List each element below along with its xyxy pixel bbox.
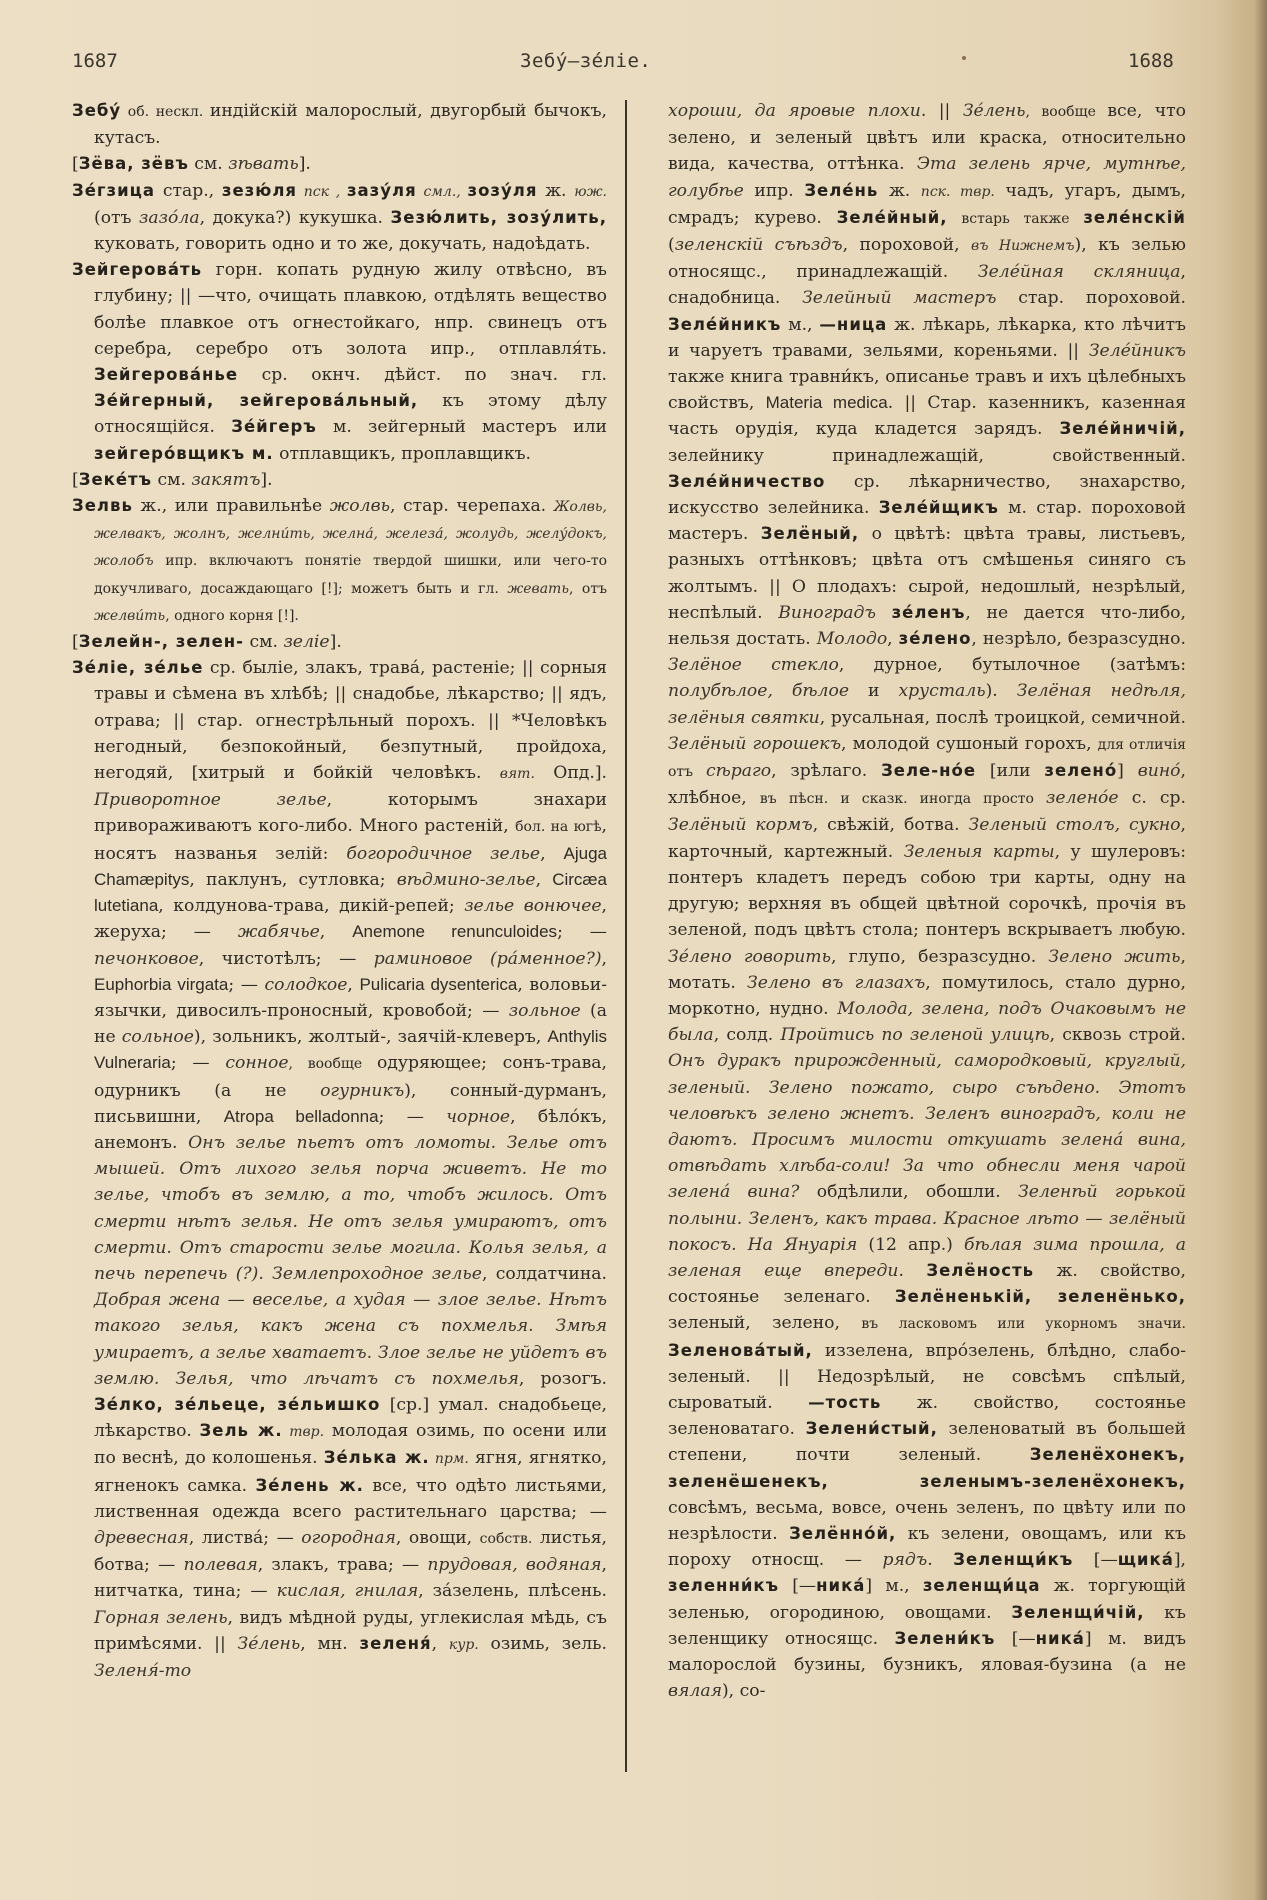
definition-text: , отъ [568, 580, 608, 597]
example-text: хрусталь [898, 681, 986, 702]
definition-text: , одного корня [!]. [165, 607, 299, 624]
definition-text: [ [72, 154, 79, 175]
definition-text: ] м., [865, 1576, 923, 1597]
definition-text: ]. [298, 154, 311, 175]
definition-text: , молодой сушоный горохъ, [841, 733, 1098, 754]
example-text: Молода, зелена, подъ Очаковымъ не была [668, 998, 1187, 1046]
definition-text: ; — [228, 974, 265, 995]
definition-text: Anthylis Vulneraria [94, 1027, 607, 1073]
definition-text: , помутилось, стало дурно, моркотно, нудно. [668, 972, 1186, 1019]
example-text: огурникъ [320, 1080, 405, 1101]
example-text: зѣвать [228, 154, 299, 175]
definition-text: ], [1173, 1550, 1186, 1571]
headword: Зелённо́й, [789, 1523, 897, 1543]
example-text: Зелёная недѣля, зелёныя святки [668, 681, 1186, 728]
definition-text: ж. [878, 180, 921, 201]
definition-text: , зрѣлаго. [771, 761, 882, 782]
example-text: полевая [183, 1555, 258, 1576]
example-text: сѣраго [705, 761, 772, 782]
headword: зозу́ля [467, 180, 538, 200]
example-text: зеліе [283, 632, 330, 653]
headword: Зелени́къ [894, 1628, 996, 1648]
definition-text: ж. свойство, состоянье зеленоватаго. [668, 1392, 1186, 1440]
headword: Зе́ліе, зе́лье [72, 658, 204, 678]
example-text: жевать [507, 580, 569, 597]
definition-text: Pulicaria dysenterica [359, 974, 518, 994]
headword: ника́ [1035, 1628, 1085, 1648]
definition-text: , сквозь строй. [1049, 1025, 1187, 1046]
headword: Зелени́стый, [805, 1419, 938, 1439]
definition-text: (12 апр.) [857, 1234, 964, 1255]
example-text: Молодо [816, 629, 888, 650]
definition-text: ). [985, 681, 1017, 702]
headword: Зеленова́тый, [668, 1340, 813, 1360]
dictionary-entry [72, 467, 607, 493]
definition-text: , колдунова-трава, дикій-репей; [158, 896, 465, 917]
definition-text: молодая озимь, по осени или по веснѣ, до колошенья. [94, 1421, 607, 1469]
example-text: рядъ [882, 1550, 928, 1571]
definition-text: все, что зелено, и зеленый цвѣтъ или краска, относительно вида, качества, оттѣнка. [668, 101, 1186, 175]
example-text: раминовое (ра́менное?) [373, 948, 602, 969]
example-text: вят. [499, 766, 535, 783]
definition-text: ; — [378, 1106, 447, 1127]
headword: Зейгерова́нье [94, 365, 239, 385]
example-text: зелено́е [1046, 788, 1119, 809]
page-number-left: 1687 [72, 50, 118, 72]
definition-text: стар., [155, 180, 222, 201]
definition-text: , вообще [288, 1056, 377, 1073]
example-text: печонковое [94, 948, 199, 969]
example-text: полубѣлое, бѣлое [668, 681, 850, 702]
example-text: богородичное зелье [346, 843, 541, 864]
definition-text: [или [976, 761, 1045, 782]
example-text: Зеленя́-то [94, 1660, 192, 1681]
definition-text: , листва́; — [188, 1527, 302, 1548]
definition-text: ипр. [743, 180, 805, 201]
definition-text: Materia medica [765, 393, 888, 413]
definition-text: ягня, ягнятко, ягненокъ самка. [94, 1448, 607, 1496]
definition-text: [— [995, 1628, 1036, 1649]
definition-text: см. [188, 154, 229, 175]
definition-text: об. нескл. [121, 104, 210, 120]
example-text: въ Нижнемъ [971, 238, 1075, 255]
definition-text: , свѣжій, ботва. [812, 815, 969, 836]
definition-text: , жеруха; — [94, 896, 608, 943]
example-text: Зеле́йникъ [1088, 340, 1186, 361]
example-text: Зеленыя карты [903, 841, 1055, 862]
definition-text: , [347, 974, 360, 995]
example-text: Зеленѣй горькой полыни. Зеленъ, какъ трава. Красное лѣто — зелёный покосъ. На Януарія [668, 1182, 1186, 1255]
definition-text: къ этому дѣлу относящійся. [94, 391, 607, 438]
definition-text: ж. [537, 180, 575, 201]
headword: зеленщи́ца [922, 1576, 1041, 1596]
headword: Зелёный, [760, 524, 860, 544]
definition-text: все, что одѣто листьями, лиственная одежда всего растительнаго царства; — [94, 1475, 607, 1522]
example-text: вѣдмино-зелье [396, 869, 536, 890]
headword: Зейгерова́ть [72, 260, 203, 280]
definition-text: ж. лѣкарь, лѣкарка, кто лѣчитъ и чаруетъ травами, зельями, кореньями. || [668, 314, 1186, 361]
definition-text: , вообще [1025, 104, 1108, 120]
definition-text: , [601, 948, 607, 969]
print-speck [962, 56, 966, 60]
definition-text: Circæa lutetiana [94, 869, 608, 916]
headword: Зеле-но́е [881, 761, 977, 781]
headword: Зеленщи́къ [953, 1550, 1074, 1570]
example-text: Виноградъ [778, 602, 876, 623]
headword: —тость [808, 1392, 882, 1412]
headword: Зебу́ [72, 101, 122, 120]
definition-text: [— [1073, 1550, 1118, 1571]
example-text: зеленскій съѣздъ [674, 235, 843, 256]
definition-text: ), къ зелью относящс., принадлежащій. [668, 235, 1187, 283]
headword: Зелёненькій, зеленёнько, [894, 1287, 1186, 1307]
definition-text: , носятъ названья зелій: [94, 816, 608, 864]
example-text: Добрая жена — веселье, а худая — злое зелье. Нѣтъ такого зелья, какъ жена съ похмелья. Змѣя умираетъ, а зелье хватаетъ. Злое зелье не уйдетъ въ землю. Зелья, что лѣчатъ съ похмелья [94, 1290, 607, 1389]
definition-text: ж. свойство, состоянье зеленаго. [668, 1260, 1186, 1308]
headword: Зелёность [926, 1260, 1035, 1280]
definition-text: , русальная, послѣ троицкой, семичной. [819, 707, 1187, 728]
definition-text: ж. торгующій зеленью, огородиною, овощами. [668, 1576, 1187, 1623]
definition-text: встарь также [947, 210, 1084, 227]
definition-text: , [535, 869, 553, 890]
definition-text: Опд.]. [534, 763, 607, 784]
definition-text: , за́зелень, плѣсень. [418, 1581, 607, 1602]
example-text: жолвь [329, 496, 390, 517]
page-number-right: 1688 [1128, 50, 1174, 72]
example-text: кислая, гнилая [276, 1581, 419, 1602]
definition-text: ср. лѣкарничество, знахарство, искусство зелейника. [668, 471, 1186, 519]
definition-text: , дурное, бутылочное (затѣмъ: [838, 655, 1186, 676]
headword: Зелейн-, зелен- [78, 632, 245, 652]
example-text: Зе́лень [962, 101, 1026, 121]
dictionary-entry [668, 98, 1186, 1704]
example-text: Эта зелень ярче, мутнѣе, голубѣе [668, 154, 1186, 201]
definition-text: ; — [170, 1053, 226, 1074]
example-text: Жолвь, желвакъ, жолнъ, желни́ть, желна́, железа́, жолудь, желу́докъ, жолобъ [94, 499, 607, 570]
definition-text: обдѣлили, обошли. [799, 1182, 1019, 1203]
headword: ника́ [816, 1576, 866, 1596]
headword: Зеле́йникъ [668, 314, 782, 334]
headword: Зеле́нь [804, 180, 879, 200]
definition-text: ]. [260, 469, 273, 490]
definition-text: , не дается что-либо, нельзя достать. [668, 602, 1186, 650]
definition-text: [— [779, 1576, 817, 1597]
definition-text: озимь, зель. [478, 1633, 607, 1654]
example-text: жабячье [237, 922, 320, 943]
headword: зеле́нскій [1083, 207, 1186, 227]
definition-text: Euphorbia virgata [94, 974, 229, 994]
definition-text: , [540, 843, 564, 864]
headword: Зеленёхонекъ, зеленёшенекъ, зеленымъ-зеленёхонекъ, [668, 1445, 1186, 1491]
definition-text: , глупо, безразсудно. [830, 946, 1049, 967]
example-text: Зелёный горошекъ [668, 733, 842, 754]
headword: Зеле́йничій, [1059, 419, 1186, 439]
example-text: вино́ [1137, 761, 1181, 782]
definition-text: ж., или правильнѣе [132, 496, 330, 517]
example-text: пск. твр. [920, 183, 995, 200]
definition-text: , незрѣло, безразсудно. [971, 629, 1186, 650]
headword: Зе́гзица [72, 180, 156, 200]
headword: зе́ленъ [891, 602, 966, 622]
headword: зейгеро́вщикъ м. [94, 443, 274, 463]
definition-text: (а не [94, 1000, 607, 1048]
example-text: желви́ть [94, 607, 166, 624]
definition-text: , видъ мѣдной руды, углекислая мѣдь, съ примѣсями. || [94, 1607, 607, 1654]
example-text: прудовая, водяная [427, 1555, 602, 1576]
definition-text: Ajuga Chamæpitys [94, 843, 607, 889]
definition-text: и [849, 681, 899, 702]
definition-text: с. ср. [1118, 788, 1187, 809]
example-text: Горная зелень [94, 1607, 228, 1628]
headword: Зезю́лить, зозу́лить, [390, 207, 607, 227]
definition-text: ( [668, 235, 675, 256]
example-text: хороши, да яровые плохи [668, 101, 921, 121]
definition-text: ] [1117, 761, 1138, 782]
definition-text: , солд. [713, 1025, 781, 1046]
headword: зе́лено [898, 629, 972, 649]
headword: Зёва, зёвъ [78, 154, 189, 174]
definition-text: ; — [557, 922, 607, 943]
definition-text: , [431, 1633, 449, 1654]
headword: зазу́ля [346, 180, 417, 200]
definition-text: . || [920, 101, 963, 121]
definition-text: ср. быліе, злакъ, трава́, растеніе; || сорныя травы и сѣмена въ хлѣбѣ; || снадобье, лѣкарство; || ядъ, отрава; || стар. огнестрѣльный порохъ. || *Человѣкъ негодный, безпокойный, безпутный, пройдоха, негодяй, [хитрый и бойкій человѣкъ. [94, 658, 607, 784]
example-text: Зелёное стекло [668, 655, 839, 676]
definition-text: см. [244, 632, 284, 653]
definition-text: ипр. включаютъ понятіе твердой шишки, или чего-то докучливаго, досаждающаго [!]; можетъ быть и гл. [94, 553, 607, 597]
definition-text: Atropa belladonna [223, 1106, 379, 1126]
headword: зелено́ [1044, 761, 1118, 781]
definition-text: , мотать. [668, 946, 1186, 993]
definition-text: къ зелени, овощамъ, или къ пороху относщ. — [668, 1523, 1186, 1571]
definition-text: зелейнику принадлежащій, свойственный. [668, 445, 1186, 466]
right-column [668, 98, 1186, 1704]
definition-text: м. зейгерный мастеръ или [316, 417, 607, 438]
headword: Зелвь [72, 496, 133, 516]
definition-text: ]. [329, 632, 342, 653]
definition-text: совсѣмъ, весьма, вовсе, очень зеленъ, по цвѣту или по незрѣлости. [668, 1497, 1186, 1544]
example-text: Зе́лень [237, 1633, 301, 1654]
headword: Зеле́йный, [836, 207, 948, 227]
example-text: Зелейный мастеръ [802, 288, 997, 309]
definition-text: собств. [479, 1530, 533, 1547]
definition-text: [ [72, 469, 79, 490]
example-text: Онъ дуракъ прирожденный, самородковый, круглый, зеленый. Зелено пожато, сыро съѣдено. Этотъ человѣкъ зелено жнетъ. Зеленъ виноградъ, коли не даютъ. Просимъ милости откушать зелена́ вина, отвѣдать хлѣба-соли! За что обнесли меня чарой зелена́ вина? [668, 1051, 1186, 1203]
definition-text: одуряющее; сонъ-трава, одурникъ (а не [94, 1053, 608, 1101]
example-text: зазо́ла [139, 207, 200, 228]
definition-text: отплавщикъ, проплавщикъ. [273, 443, 531, 464]
definition-text: для отличія отъ [668, 736, 1187, 781]
header-title: Зебу́—зе́ліе. [520, 50, 652, 72]
example-text: юж. [574, 183, 607, 200]
example-text: Зелёный кормъ [668, 815, 813, 836]
headword: Зе́йгеръ [231, 417, 317, 437]
example-text: Пройтись по зеленой улицѣ [780, 1025, 1050, 1046]
definition-text: зеленоватый въ большей степени, почти зеленый. [668, 1419, 1186, 1466]
definition-text: , чистотѣлъ; — [198, 948, 374, 969]
definition-text: , стар. черепаха. [389, 496, 554, 517]
headword: Зе́йгерный, зейгерова́льный, [94, 391, 419, 411]
example-text: огородная [301, 1527, 396, 1548]
example-text: Зелено жить [1048, 946, 1181, 967]
definition-text: листья, ботва; — [94, 1527, 607, 1576]
dictionary-entry [72, 629, 607, 655]
definition-text: зеленый, зелено, [668, 1313, 862, 1334]
headword: Зе́лко, зе́льеце, зе́льишко [94, 1394, 381, 1414]
definition-text: , розогъ. [518, 1368, 608, 1389]
headword: Зеленщи́чій, [1011, 1602, 1145, 1622]
definition-text: , бѣло́къ, анемонъ. [94, 1106, 607, 1153]
headword: зезю́ля [221, 180, 297, 200]
definition-text: , воловьи-язычки, дивосилъ-проносный, кровобой; — [94, 974, 607, 1021]
definition-text: стар. пороховой. [996, 288, 1186, 309]
definition-text: , мн. [300, 1633, 360, 1654]
definition-text: ] м. видъ малорослой бузины, бузникъ, яловая-бузина (а не [668, 1628, 1187, 1675]
headword: зеленни́къ [668, 1576, 780, 1596]
definition-text: ср. окнч. дѣйст. по знач. гл. [238, 365, 607, 386]
example-text: бѣлая зима прошла, а зеленая еще впереди [668, 1234, 1186, 1281]
definition-text: , паклунъ, сутловка; [189, 869, 397, 890]
dictionary-entry [72, 98, 607, 151]
definition-text: , у шулеровъ: понтеръ кладетъ передъ собою три карты, одну на другую; верхняя въ общей цвѣтной сорочкѣ, прочія въ зеленой, подъ цвѣтъ стола; понтеръ вскрываетъ любую. [668, 841, 1187, 941]
definition-text: , [319, 922, 353, 943]
definition-text: (отъ [94, 207, 140, 228]
headword: зеленя́ [359, 1633, 432, 1653]
running-header [0, 50, 1267, 80]
example-text: сонное [225, 1053, 289, 1074]
dictionary-entry [72, 493, 607, 629]
definition-text: [ [72, 632, 79, 653]
definition-text: м., [781, 314, 820, 335]
example-text: зелье вонючее [464, 896, 602, 917]
definition-text: , карточный, картежный. [668, 815, 1187, 862]
example-text: солодкое [264, 974, 348, 995]
definition-text: , докука?) кукушка. [199, 207, 391, 228]
example-text: прм. [429, 1451, 469, 1468]
definition-text: , снадобница. [668, 262, 1186, 309]
example-text: древесная [94, 1527, 189, 1548]
headword: Зеке́тъ [78, 469, 152, 489]
example-text: Зелено въ глазахъ [747, 972, 926, 993]
example-text: твр. [282, 1424, 325, 1441]
column-divider [625, 100, 627, 1772]
definition-text: чадъ, угаръ, дымъ, смрадъ; курево. [668, 180, 1186, 228]
headword: Зеле́йщикъ [878, 498, 999, 518]
definition-text: ), зольникъ, жолтый-, заячій-клеверъ, [193, 1027, 548, 1048]
headword: Зе́лька ж. [323, 1448, 430, 1468]
definition-text: [ср.] умал. снадобьеце, лѣкарство. [94, 1394, 607, 1442]
definition-text: , которымъ знахари привораживаютъ кого-либо. Много растеній, [94, 790, 607, 837]
example-text: Онъ зелье пьетъ отъ ломоты. Зелье отъ мышей. Отъ лихого зелья порча живетъ. Не то зелье, чтобъ въ землю, а то, чтобъ жилось. Отъ смерти нѣтъ зелья. Не отъ зелья умираютъ, отъ смерти. Отъ старости зелье могила. Колья зелья, а печь перепечь (?). Землепроходное зелье [94, 1132, 607, 1284]
definition-text: въ ласковомъ или укорномъ значи. [861, 1316, 1186, 1333]
example-text: чорное [446, 1106, 511, 1127]
definition-text: Anemone renunculoides [352, 922, 558, 942]
definition-text: , [887, 629, 899, 650]
example-text: кур. [448, 1636, 479, 1653]
definition-text: , солдатчина. [481, 1263, 607, 1284]
definition-text: см. [151, 469, 192, 490]
definition-text: индійскій малорослый, двугорбый бычокъ, кутасъ. [94, 101, 607, 149]
definition-text: , нитчатка, тина; — [94, 1555, 607, 1602]
definition-text: къ зеленщику относящс. [668, 1602, 1186, 1649]
example-text: вялая [668, 1681, 722, 1702]
definition-text: также книга травни́къ, описанье травъ и ихъ цѣлебныхъ свойствъ, [668, 367, 1186, 414]
dictionary-entry [72, 655, 607, 1684]
example-text: закятъ [191, 469, 261, 490]
headword: щика́ [1117, 1550, 1174, 1570]
definition-text: бол. на югѣ [515, 819, 602, 836]
definition-text: куковать, говорить одно и то же, докучать, надоѣдать. [94, 234, 591, 255]
definition-text: иззелена, впро́зелень, блѣдно, слабо-зеленый. || Недозрѣлый, не совсѣмъ спѣлый, сыроватый. [668, 1340, 1186, 1413]
definition-text: о цвѣтѣ: цвѣта травы, листьевъ, разныхъ оттѣнковъ; цвѣта отъ смѣшенья синяго съ жолтымъ. || О плодахъ: сырой, недошлый, незрѣлый, неспѣлый. [668, 524, 1186, 623]
definition-text: , пороховой, [842, 235, 972, 256]
example-text: Зеленый столъ, сукно [968, 815, 1181, 836]
example-text: Зе́лено говорить [668, 946, 831, 967]
definition-text: . [898, 1260, 927, 1281]
definition-text: , злакъ, трава; — [257, 1555, 428, 1576]
definition-text: . [927, 1550, 954, 1571]
headword: Зеле́йничество [668, 471, 826, 491]
definition-text [876, 603, 892, 623]
definition-text: въ пѣсн. и сказк. иногда просто [759, 791, 1047, 808]
example-text: смл., [416, 183, 468, 200]
definition-text: ), сонный-дурманъ, письвишни, [94, 1080, 607, 1127]
example-text: сольное [121, 1027, 194, 1048]
headword: Зель ж. [199, 1421, 283, 1441]
definition-text: горн. копать рудную жилу отвѣсно, въ глубину; || —что, очищать плавкою, отдѣлять вещество болѣе плавкое отъ огнестойкаго, нпр. свинецъ отъ серебра, серебро отъ золота ипр., отплавля́ть. [94, 260, 607, 359]
dictionary-entry [72, 178, 607, 258]
headword: —ница [819, 314, 888, 334]
example-text: пск , [297, 183, 347, 200]
page-binding-edge [1245, 0, 1267, 1900]
example-text: Зеле́йная скляница [977, 262, 1181, 283]
definition-text: , овощи, [395, 1527, 480, 1548]
definition-text: ), со- [721, 1681, 766, 1702]
example-text: Приворотное зелье [94, 790, 327, 811]
definition-text: , хлѣбное, [668, 761, 1186, 809]
headword: Зе́лень ж. [255, 1475, 364, 1495]
definition-text: . || Стар. казенникъ, казенная часть орудія, куда кладется зарядъ. [668, 393, 1186, 440]
dictionary-entry [72, 257, 607, 467]
dictionary-entry [72, 151, 607, 177]
example-text: зольное [508, 1000, 581, 1021]
left-column [72, 98, 607, 1684]
definition-text: м. стар. пороховой мастеръ. [668, 498, 1186, 545]
